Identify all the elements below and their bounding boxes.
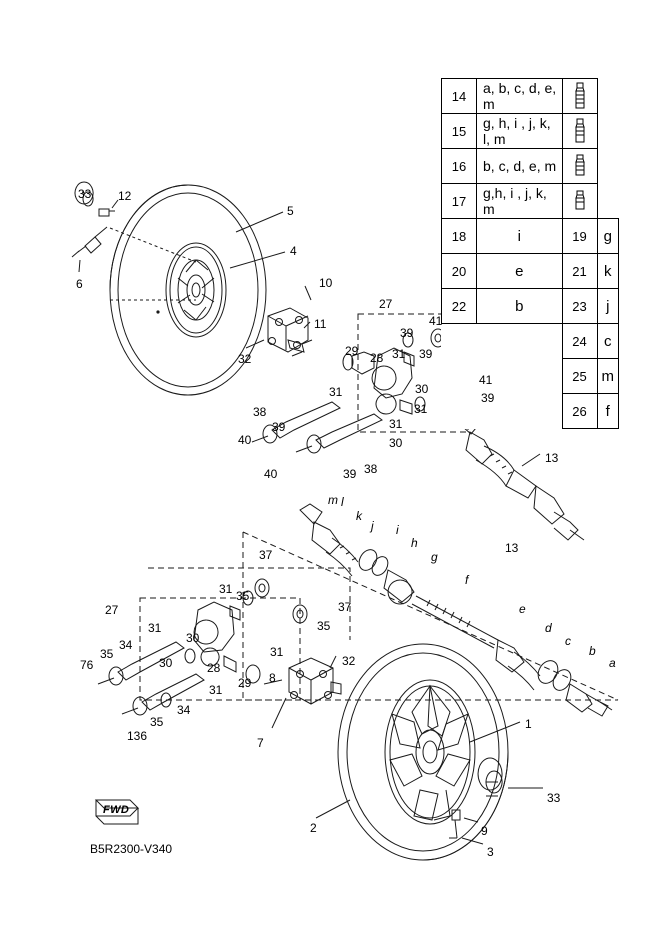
callout-letter: d <box>545 621 552 635</box>
callout-number: 34 <box>119 638 133 652</box>
callout-number: 13 <box>505 541 519 555</box>
callout-number: 32 <box>342 654 356 668</box>
callout-number: 27 <box>379 297 393 311</box>
callout-number: 40 <box>264 467 278 481</box>
callout-number: 8 <box>269 671 276 685</box>
callout-number: 35 <box>150 715 164 729</box>
callout-number: 33 <box>78 187 92 201</box>
legend-num: 19 <box>562 219 597 254</box>
callout-letter: i <box>396 523 399 537</box>
callout-number: 27 <box>105 603 119 617</box>
callout-number: 136 <box>127 729 148 743</box>
callout-letter: e <box>519 602 526 616</box>
callout-letter: a <box>609 656 616 670</box>
callout-number: 11 <box>314 317 327 331</box>
callout-letter: f <box>465 573 469 587</box>
callout-number: 37 <box>259 548 273 562</box>
fwd-label: FWD <box>103 804 130 816</box>
legend-value: i <box>477 219 563 254</box>
legend-num: 17 <box>442 184 477 219</box>
callout-number: 31 <box>329 385 343 399</box>
callout-letter: b <box>589 644 596 658</box>
legend-value: j <box>597 289 619 324</box>
callout-number: 41 <box>429 314 443 328</box>
legend-num: 14 <box>442 79 477 114</box>
callout-number: 31 <box>209 683 223 697</box>
legend-value: f <box>597 394 619 429</box>
legend-num: 25 <box>562 359 597 394</box>
legend-value: g <box>597 219 619 254</box>
callout-letter: m <box>328 493 338 507</box>
callout-number: 32 <box>238 352 252 366</box>
legend-value: e <box>477 254 563 289</box>
callout-number: 4 <box>290 244 297 258</box>
callout-number: 29 <box>345 344 359 358</box>
legend-num: 22 <box>442 289 477 324</box>
callout-number: 41 <box>479 373 493 387</box>
callout-number: 5 <box>287 204 294 218</box>
legend-num: 16 <box>442 149 477 184</box>
callout-number: 28 <box>370 351 384 365</box>
callout-number: 39 <box>481 391 495 405</box>
legend-value: a, b, c, d, e, m <box>477 79 563 114</box>
callout-number: 33 <box>547 791 561 805</box>
callout-number: 34 <box>177 703 191 717</box>
callout-number: 28 <box>207 661 221 675</box>
callout-number: 29 <box>238 676 252 690</box>
callout-number: 13 <box>545 451 559 465</box>
callout-letter: h <box>411 536 418 550</box>
callout-letter: l <box>341 495 344 509</box>
callout-number: 6 <box>76 277 83 291</box>
legend-num: 23 <box>562 289 597 324</box>
callout-number: 31 <box>389 417 403 431</box>
legend-num: 26 <box>562 394 597 429</box>
callout-number: 40 <box>238 433 252 447</box>
callout-number: 30 <box>415 382 429 396</box>
legend-num: 20 <box>442 254 477 289</box>
callout-number: 35 <box>317 619 331 633</box>
legend-num: 24 <box>562 324 597 359</box>
legend-value: b, c, d, e, m <box>477 149 563 184</box>
callout-number: 76 <box>80 658 94 672</box>
callout-number: 38 <box>253 405 267 419</box>
legend-num: 15 <box>442 114 477 149</box>
legend-num: 18 <box>442 219 477 254</box>
callout-letter: j <box>371 519 374 533</box>
callout-number: 31 <box>392 347 406 361</box>
callout-number: 39 <box>400 326 414 340</box>
legend-value: k <box>597 254 619 289</box>
callout-number: 1 <box>525 717 532 731</box>
callout-letter: c <box>565 634 571 648</box>
callout-number: 38 <box>364 462 378 476</box>
callout-number: 3 <box>487 845 494 859</box>
legend-value: b <box>477 289 563 324</box>
callout-number: 7 <box>257 736 264 750</box>
callout-number: 39 <box>419 347 433 361</box>
callout-letter: k <box>356 509 362 523</box>
callout-number: 10 <box>319 276 333 290</box>
legend-value: c <box>597 324 619 359</box>
callout-number: 39 <box>272 420 286 434</box>
callout-number: 30 <box>389 436 403 450</box>
callout-number: 30 <box>186 631 200 645</box>
legend-value: m <box>597 359 619 394</box>
callout-number: 31 <box>270 645 284 659</box>
callout-number: 2 <box>310 821 317 835</box>
callout-letter: g <box>431 550 438 564</box>
callout-number: 35 <box>100 647 114 661</box>
callout-number: 35 <box>236 589 250 603</box>
legend-value: g, h, i , j, k, l, m <box>477 114 563 149</box>
legend-num: 21 <box>562 254 597 289</box>
callout-number: 31 <box>148 621 162 635</box>
callout-number: 12 <box>118 189 132 203</box>
callout-number: 31 <box>414 402 428 416</box>
part-number: B5R2300-V340 <box>90 842 173 856</box>
legend-value: g,h, i , j, k, m <box>477 184 563 219</box>
callout-number: 30 <box>159 656 173 670</box>
callout-number: 39 <box>343 467 357 481</box>
callout-number: 31 <box>219 582 233 596</box>
callout-number: 37 <box>338 600 352 614</box>
callout-number: 9 <box>481 824 488 838</box>
